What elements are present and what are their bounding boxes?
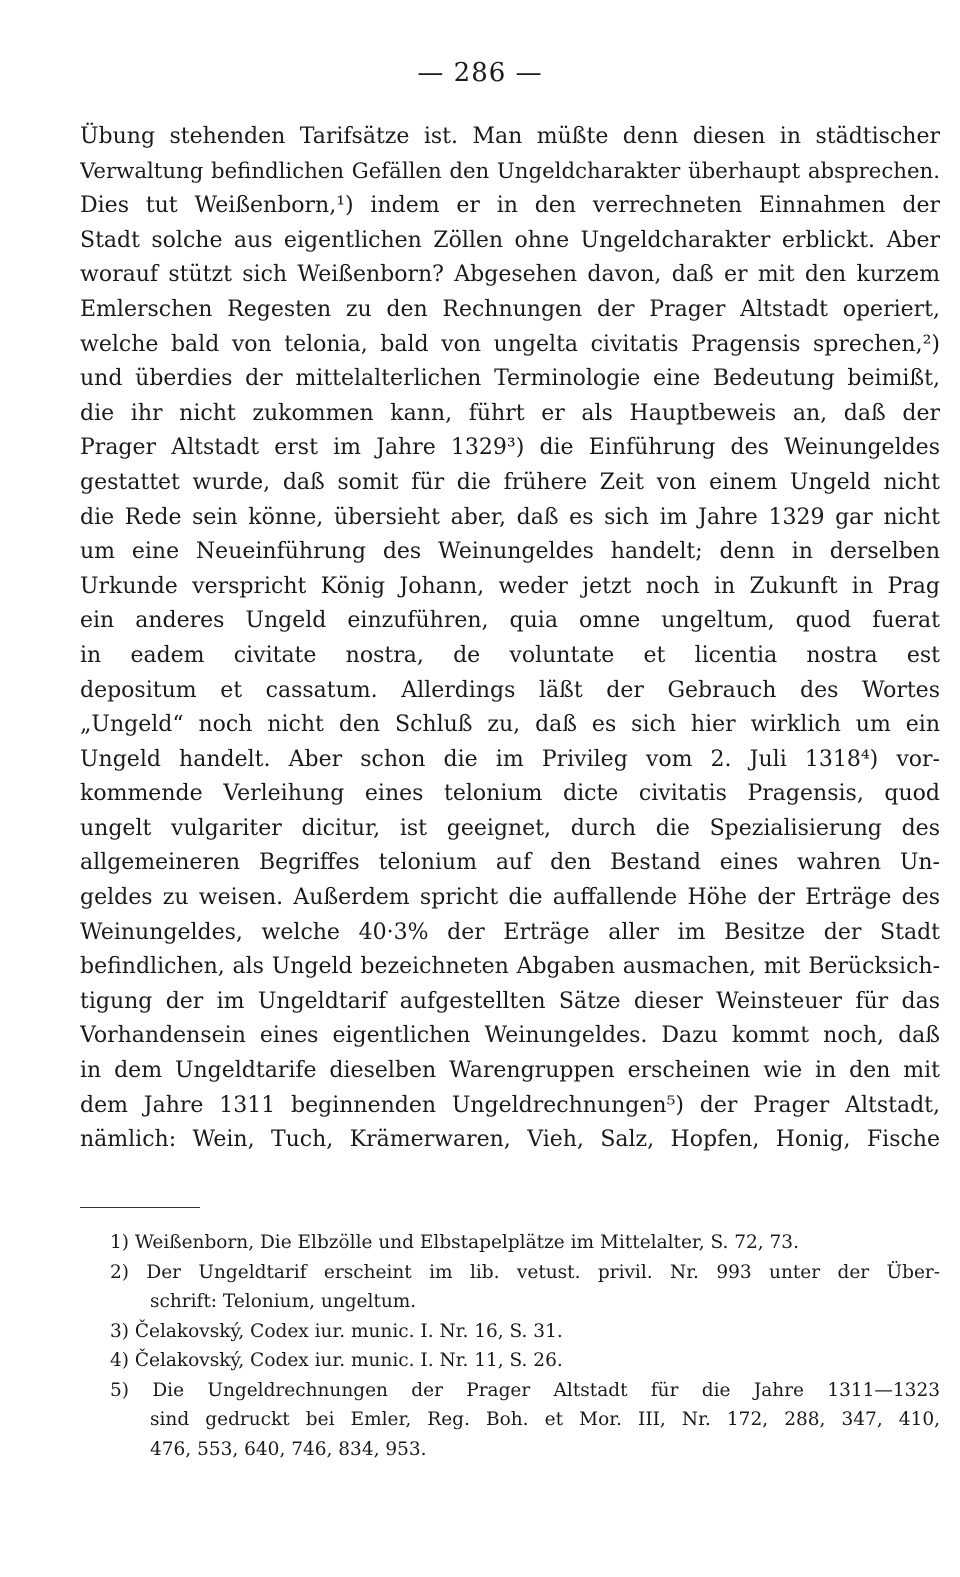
body-line: Urkunde verspricht König Johann, weder jetzt noch in Zukunft in Prag [80, 573, 940, 599]
body-line: Emlerschen Regesten zu den Rechnungen der Prager Altstadt operiert, [80, 296, 940, 322]
body-line: allgemeineren Begriffes telonium auf den Bestand eines wahren Un- [80, 850, 940, 876]
body-line: gestattet wurde, daß somit für die frühere Zeit von einem Ungeld nicht [80, 469, 940, 495]
footnote-rule [80, 1207, 200, 1208]
body-line: welche bald von telonia, bald von ungelta civitatis Pragensis sprechen,²) [80, 331, 940, 357]
footnote-line: 476, 553, 640, 746, 834, 953. [150, 1438, 427, 1460]
body-line: Verwaltung befindlichen Gefällen den Ungeldcharakter überhaupt absprechen. [80, 158, 940, 184]
body-line: Vorhandensein eines eigentlichen Weinungeldes. Dazu kommt noch, daß [80, 1023, 940, 1049]
footnote-line: 1) Weißenborn, Die Elbzölle und Elbstapelplätze im Mittelalter, S. 72, 73. [110, 1232, 799, 1253]
body-line: ein anderes Ungeld einzuführen, quia omne ungeltum, quod fuerat [80, 608, 940, 634]
body-text [80, 120, 940, 1158]
body-line: um eine Neueinführung des Weinungeldes handelt; denn in derselben [80, 539, 940, 565]
body-line: Weinungeldes, welche 40·3% der Erträge aller im Besitze der Stadt [80, 919, 940, 945]
body-line: Übung stehenden Tarifsätze ist. Man müßte denn diesen in städtischer [80, 124, 940, 149]
body-line: tigung der im Ungeldtarif aufgestellten Sätze dieser Weinsteuer für das [80, 988, 940, 1014]
footnotes [110, 1228, 940, 1464]
body-line: nämlich: Wein, Tuch, Krämerwaren, Vieh, Salz, Hopfen, Honig, Fische [80, 1127, 940, 1153]
body-line: die Rede sein könne, übersieht aber, daß es sich im Jahre 1329 gar nicht [80, 504, 940, 530]
body-line: kommende Verleihung eines telonium dicte civitatis Pragensis, quod [80, 781, 940, 807]
body-line: Ungeld handelt. Aber schon die im Privileg vom 2. Juli 1318⁴) vor- [80, 746, 940, 772]
body-line: depositum et cassatum. Allerdings läßt der Gebrauch des Wortes [80, 677, 940, 703]
body-line: die ihr nicht zukommen kann, führt er als Hauptbeweis an, daß der [80, 400, 940, 426]
page-number: — 286 — [417, 58, 543, 88]
footnote-line: 4) Čelakovský, Codex iur. munic. I. Nr. 11, S. 26. [110, 1350, 563, 1371]
body-line: geldes zu weisen. Außerdem spricht die auffallende Höhe der Erträge des [80, 885, 940, 911]
body-line: worauf stützt sich Weißenborn? Abgesehen davon, daß er mit den kurzem [80, 262, 940, 288]
body-line: Prager Altstadt erst im Jahre 1329³) die Einführung des Weinungeldes [80, 435, 940, 461]
body-line: Stadt solche aus eigentlichen Zöllen ohne Ungeldcharakter erblickt. Aber [80, 227, 940, 253]
body-line: dem Jahre 1311 beginnenden Ungeldrechnungen⁵) der Prager Altstadt, [80, 1092, 940, 1118]
body-line: in eadem civitate nostra, de voluntate et licentia nostra est [80, 642, 940, 668]
body-line: befindlichen, als Ungeld bezeichneten Abgaben ausmachen, mit Berücksich- [80, 954, 940, 980]
footnote-line: 3) Čelakovský, Codex iur. munic. I. Nr. 16, S. 31. [110, 1320, 563, 1342]
footnote-line: 5) Die Ungeldrechnungen der Prager Altstadt für die Jahre 1311—1323 [110, 1379, 940, 1401]
body-line: „Ungeld“ noch nicht den Schluß zu, daß es sich hier wirklich um ein [80, 712, 940, 738]
footnote-line: sind gedruckt bei Emler, Reg. Boh. et Mor. III, Nr. 172, 288, 347, 410, [150, 1409, 940, 1430]
body-line: in dem Ungeldtarife dieselben Warengruppen erscheinen wie in den mit [80, 1058, 940, 1084]
footnote-line: schrift: Telonium, ungeltum. [150, 1291, 417, 1312]
footnote-line: 2) Der Ungeldtarif erscheint im lib. vetust. privil. Nr. 993 unter der Über- [110, 1261, 940, 1283]
body-line: und überdies der mittelalterlichen Terminologie eine Bedeutung beimißt, [80, 366, 940, 392]
body-line: ungelt vulgariter dicitur, ist geeignet, durch die Spezialisierung des [80, 815, 940, 841]
body-line: Dies tut Weißenborn,¹) indem er in den verrechneten Einnahmen der [80, 193, 940, 219]
